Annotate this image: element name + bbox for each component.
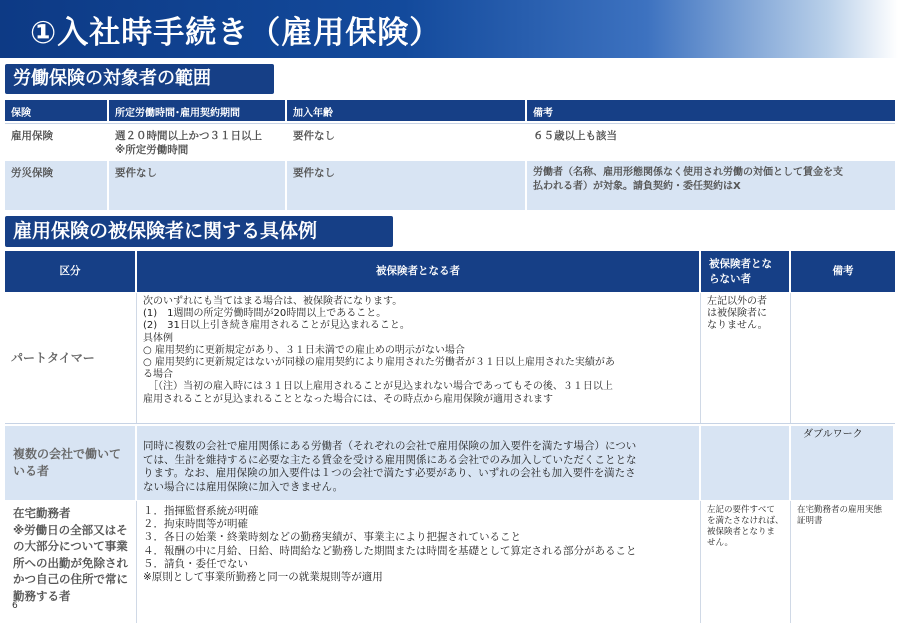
category-multiple-employers: 複数の会社で働いている者	[5, 426, 137, 500]
page-title: ①入社時手続き（雇用保険）	[30, 15, 442, 51]
examples-table	[5, 251, 895, 623]
table-row	[5, 501, 895, 623]
table-row	[5, 426, 895, 500]
remarks: ダブルワーク	[791, 426, 895, 500]
header-insurance: 保険	[5, 100, 109, 121]
age-requirement: 要件なし	[287, 161, 527, 210]
header-age: 加入年齢	[287, 100, 527, 121]
remarks: 在宅勤務者の雇用実態 証明書	[797, 505, 883, 526]
not-insured-description	[701, 426, 791, 500]
header-category: 区分	[5, 251, 137, 292]
notes: ６５歳以上も該当	[527, 124, 895, 160]
category-part-timer: パートタイマー	[5, 293, 137, 423]
table-row	[5, 161, 895, 210]
age-requirement: 要件なし	[287, 124, 527, 160]
coverage-table	[5, 100, 895, 210]
header-insured: 被保険者となる者	[137, 251, 701, 292]
not-insured-description: 左記以外の者 は被保険者に なりません。	[701, 293, 791, 423]
table-row	[5, 123, 895, 160]
remarks	[791, 293, 895, 423]
header-hours: 所定労働時間･雇用契約期間	[109, 100, 287, 121]
title-banner	[0, 0, 898, 58]
hours-requirement: 要件なし	[109, 161, 287, 210]
not-insured-description: 左記の要件すべて を満たさなければ、 被保険者となりま せん。	[701, 501, 791, 623]
table-row	[5, 293, 895, 424]
coverage-table-header	[5, 100, 895, 121]
section-heading-coverage: 労働保険の対象者の範囲	[5, 64, 274, 94]
insured-description: 次のいずれにも当てはまる場合は、被保険者になります。 (1) 1週間の所定労働時間が20時間以上であること。 (2) 31日以上引き続き雇用されることが見込まれること。 具体例 ○ 雇用契約に更新規定があり、３１日未満での雇止めの明示がない場合 ○ 雇用契約に更新規定はないが同様の雇用契約により雇用された労働者が３１日以上雇用された実績があ る場合 ［（注）当初の雇入時には３１日以上雇用されることが見込まれない場合であってもその後、３１日以上 雇用されることが見込まれることとなった場合には、その時点から雇用保険が適用されます	[137, 293, 701, 423]
insurance-name: 労災保険	[5, 161, 109, 210]
insured-description: １．指揮監督系統が明確 ２．拘束時間等が明確 ３．各日の始業・終業時刻などの勤務実績が、事業主により把握されていること ４．報酬の中に月給、日給、時間給など勤務した期間または時間を基礎として算定される部分があること ５．請負・委任でない ※原則として事業所勤務と同一の就業規則等が適用	[137, 501, 701, 623]
header-remarks: 備考	[832, 265, 854, 277]
insurance-name: 雇用保険	[5, 124, 109, 160]
category-remote-worker: 在宅勤務者 ※労働日の全部又はその大部分について事業所への出勤が免除されかつ自己の住所で常に勤務する者	[5, 501, 137, 623]
hours-requirement: 週２０時間以上かつ３１日以上 ※所定労働時間	[109, 124, 287, 160]
examples-table-header	[5, 251, 895, 292]
page-number: 6	[12, 601, 18, 611]
insured-description: 同時に複数の会社で雇用関係にある労働者（それぞれの会社で雇用保険の加入要件を満たす場合）につい ては、生計を維持するに必要な主たる賃金を受ける雇用関係にある会社でのみ加入していただくこととな ります。なお、雇用保険の加入要件は１つの会社で満たす必要があり、いずれの会社も加入要件を満たさ ない場合には雇用保険に加入できません。	[137, 426, 701, 500]
notes: 労働者（名称、雇用形態関係なく使用され労働の対価として賃金を支 払われる者）が対象。請負契約・委任契約はX	[533, 167, 843, 192]
section-heading-examples: 雇用保険の被保険者に関する具体例	[5, 216, 393, 247]
header-not-insured: 被保険者とな らない者	[701, 251, 791, 292]
header-notes: 備考	[533, 108, 553, 119]
